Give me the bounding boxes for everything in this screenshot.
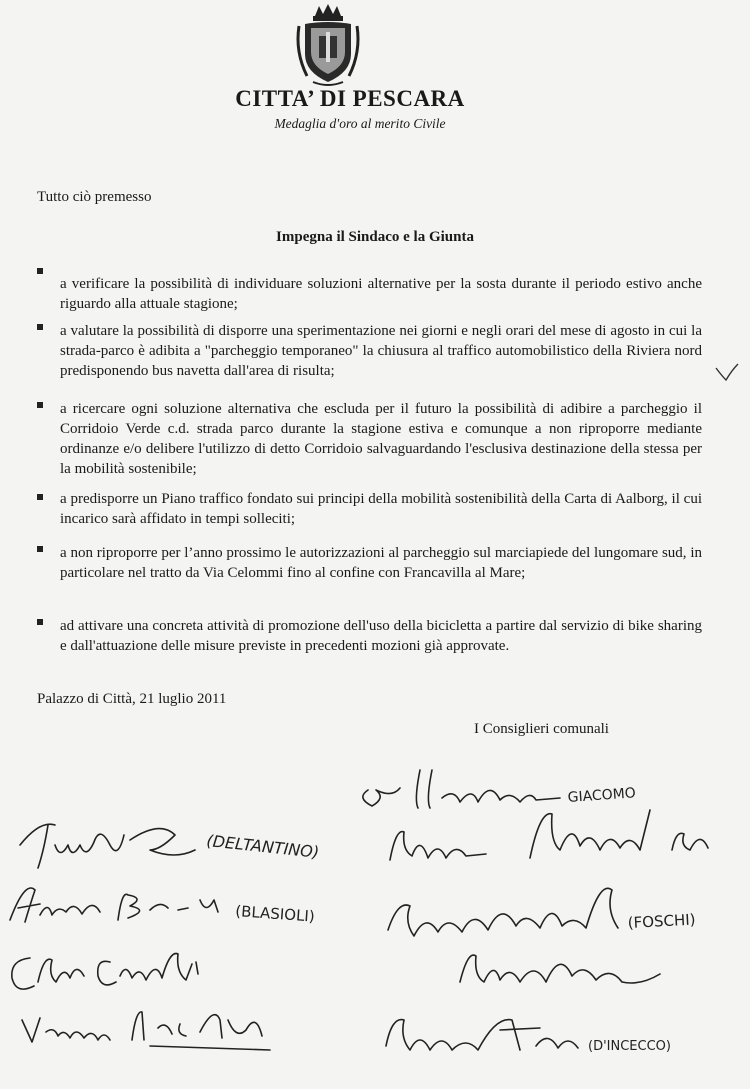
list-item: a verificare la possibilità di individuare soluzioni alternative per la sosta durante il periodo estivo anche riguardo alla attuale stagione;	[60, 276, 702, 312]
premise-text: Tutto ciò premesso	[37, 189, 152, 205]
list-item: a predisporre un Piano traffico fondato sui principi della mobilità sostenibilità della Carta di Aalborg, il cui incarico sarà affidato in tempi solleciti;	[60, 491, 702, 527]
signature-dincecco	[386, 1020, 671, 1054]
signature-moretti	[390, 810, 708, 860]
signature-blasioli	[10, 888, 315, 926]
signature-giacomo	[363, 770, 636, 808]
svg-text:GIACOMO: GIACOMO	[567, 785, 637, 806]
list-item: a valutare la possibilità di disporre una sperimentazione nei giorni e negli orari del mese di agosto in cui la strada-parco è adibita a "parcheggio temporaneo" la chiusura al traffico automobilistico della Riviera nord predisponendo bus navetta dall'area di risulta;	[60, 323, 702, 379]
check-mark-icon	[714, 362, 740, 384]
svg-text:(D'INCECCO): (D'INCECCO)	[588, 1039, 671, 1054]
signature-carugoli	[12, 954, 198, 990]
city-title: CITTA’ DI PESCARA	[235, 86, 465, 111]
bullet-icon	[37, 402, 43, 408]
signers-label: I Consiglieri comunali	[474, 721, 609, 737]
signature-foschi	[388, 888, 696, 936]
bullet-icon	[37, 619, 43, 625]
signature-berti	[22, 1012, 270, 1050]
city-crest-icon	[293, 2, 363, 88]
bullet-icon	[37, 546, 43, 552]
list-item: a ricercare ogni soluzione alternativa che escluda per il futuro la possibilità di adibire a parcheggio il Corridoio Verde c.d. strada parco durante la stagione estiva e comunque a non riproporre mediante ordinanze e/o delibere l'utilizzo di detto Corridoio salvaguardando l'esclusiva destinazione della stessa per la mobilità sostenibile;	[60, 401, 702, 477]
list-item: ad attivare una concreta attività di promozione dell'uso della bicicletta a partire dal servizio di bike sharing e dall'attuazione delle misure previste in precedenti mozioni già approvate.	[60, 618, 702, 654]
svg-text:(FOSCHI): (FOSCHI)	[627, 910, 696, 932]
bullet-icon	[37, 268, 43, 274]
list-item: a non riproporre per l’anno prossimo le autorizzazioni al parcheggio sul marciapiede del lungomare sud, in particolare nel tratto da Via Celommi fino al confine con Francavilla al Mare;	[60, 545, 702, 581]
svg-text:(BLASIOLI): (BLASIOLI)	[234, 902, 316, 926]
signature-manzoli	[460, 955, 660, 983]
signature-deltantino	[20, 824, 320, 868]
city-subtitle: Medaglia d'oro al merito Civile	[274, 116, 446, 131]
svg-text:(DELTANTINO): (DELTANTINO)	[205, 831, 320, 862]
resolution-heading: Impegna il Sindaco e la Giunta	[276, 229, 474, 245]
bullet-icon	[37, 494, 43, 500]
signatures-area	[0, 750, 750, 1089]
bullet-icon	[37, 324, 43, 330]
place-date: Palazzo di Città, 21 luglio 2011	[37, 691, 227, 707]
